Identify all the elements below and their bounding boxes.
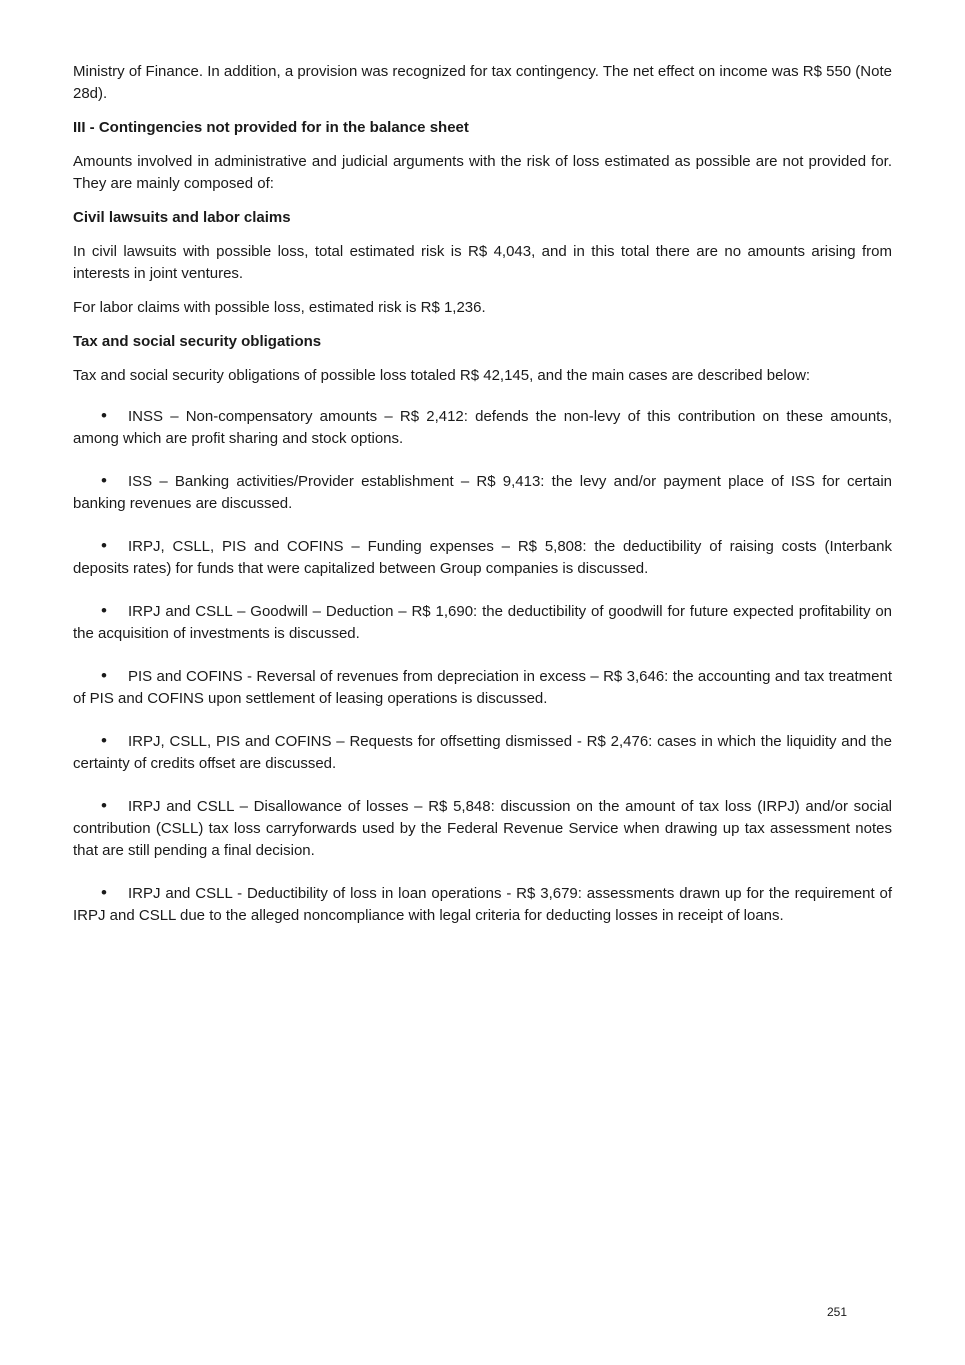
list-item	[73, 535, 892, 580]
document-body	[73, 61, 892, 947]
section-paragraph: Amounts involved in administrative and judicial arguments with the risk of loss estimated as possible are not provided for. They are mainly composed of:	[73, 153, 892, 192]
list-item	[73, 600, 892, 645]
list-item	[73, 882, 892, 927]
list-item	[73, 730, 892, 775]
bullet-icon: •	[101, 731, 107, 750]
list-item-text: IRPJ, CSLL, PIS and COFINS – Requests for offsetting dismissed - R$ 2,476: cases in which the liquidity and the certainty of credits offset are discussed.	[73, 733, 892, 772]
bullet-icon: •	[101, 666, 107, 685]
bullet-icon: •	[101, 406, 107, 425]
civil-heading: Civil lawsuits and labor claims	[73, 209, 291, 226]
labor-paragraph: For labor claims with possible loss, estimated risk is R$ 1,236.	[73, 299, 486, 316]
civil-paragraph: In civil lawsuits with possible loss, total estimated risk is R$ 4,043, and in this total there are no amounts arising from interests in joint ventures.	[73, 243, 892, 282]
list-item-text: PIS and COFINS - Reversal of revenues from depreciation in excess – R$ 3,646: the accounting and tax treatment of PIS and COFINS upon settlement of leasing operations is discussed.	[73, 668, 892, 707]
bullet-icon: •	[101, 601, 107, 620]
intro-paragraph: Ministry of Finance. In addition, a provision was recognized for tax contingency. The net effect on income was R$ 550 (Note 28d).	[73, 63, 892, 102]
list-item	[73, 405, 892, 450]
bullet-icon: •	[101, 471, 107, 490]
list-item	[73, 795, 892, 862]
tax-cases-list	[73, 405, 892, 927]
list-item	[73, 665, 892, 710]
list-item-text: IRPJ and CSLL - Deductibility of loss in loan operations - R$ 3,679: assessments drawn up for the requirement of IRPJ and CSLL due to the alleged noncompliance with legal criteria for deducting losses in receipt of loans.	[73, 885, 892, 924]
tax-heading: Tax and social security obligations	[73, 333, 322, 350]
list-item-text: IRPJ, CSLL, PIS and COFINS – Funding expenses – R$ 5,808: the deductibility of raising costs (Interbank deposits rates) for funds that were capitalized between Group companies is discussed.	[73, 538, 892, 577]
list-item-text: ISS – Banking activities/Provider establishment – R$ 9,413: the levy and/or payment place of ISS for certain banking revenues are discussed.	[73, 473, 892, 512]
bullet-icon: •	[101, 883, 107, 902]
section-heading: III - Contingencies not provided for in the balance sheet	[73, 119, 469, 136]
list-item	[73, 470, 892, 515]
tax-paragraph: Tax and social security obligations of possible loss totaled R$ 42,145, and the main cases are described below:	[73, 367, 811, 384]
list-item-text: IRPJ and CSLL – Goodwill – Deduction – R$ 1,690: the deductibility of goodwill for future expected profitability on the acquisition of investments is discussed.	[73, 603, 892, 642]
page-number: 251	[827, 1305, 848, 1319]
list-item-text: INSS – Non-compensatory amounts – R$ 2,412: defends the non-levy of this contribution on these amounts, among which are profit sharing and stock options.	[73, 408, 892, 447]
list-item-text: IRPJ and CSLL – Disallowance of losses – R$ 5,848: discussion on the amount of tax loss (IRPJ) and/or social contribution (CSLL) tax loss carryforwards used by the Federal Revenue Service when drawing up tax assessment notes that are still pending a final decision.	[73, 798, 892, 859]
bullet-icon: •	[101, 536, 107, 555]
bullet-icon: •	[101, 796, 107, 815]
